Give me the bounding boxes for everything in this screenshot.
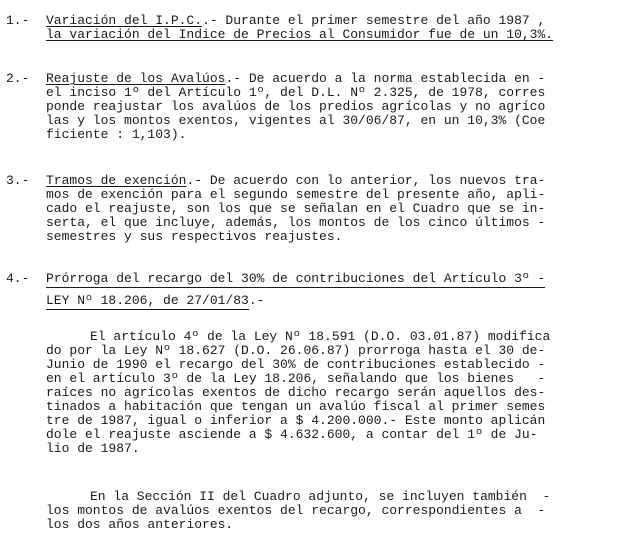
section-4-p1-line-3: Junio de 1990 el recargo del 30% de contribuciones establecido - — [46, 357, 546, 372]
section-3-heading: Tramos de exención — [46, 173, 187, 188]
section-4-p1-line-4: en el artículo 3º de la Ley 18.206, señalando que los bienes - — [46, 371, 546, 386]
section-3-line-2: mos de exención para el segundo semestre del presente año, apli- — [46, 187, 546, 202]
section-4-p1-line-9: lio de 1987. — [46, 441, 140, 456]
section-4-p1-line-5: raíces no agrícolas exentos de dicho recargo serán aquellos des- — [46, 385, 546, 400]
section-1-first-line — [46, 14, 545, 28]
section-4-heading-line-1 — [46, 272, 545, 286]
section-1-heading: Variación del I.P.C. — [46, 13, 203, 28]
section-4-heading-2-suffix: .- — [248, 293, 265, 308]
section-3-line-3: cado el reajuste, son los que se señalan en el Cuadro que se in- — [46, 201, 546, 216]
section-4-p1-line-7: tre de 1987, igual o inferior a $ 4.200.000.- Este monto aplicán — [46, 413, 546, 428]
section-2-line-5: ficiente : 1,103). — [46, 127, 187, 142]
section-3-line-1-rest: .- De acuerdo con lo anterior, los nuevos tra- — [186, 173, 546, 188]
section-2-line-3: ponde reajustar los avalúos de los predios agrícolas y no agríco — [46, 99, 546, 114]
section-4-p1-line-8: dole el reajuste asciende a $ 4.632.600, a contar del 1º de Ju- — [46, 427, 538, 442]
section-4-heading-line-2 — [46, 294, 264, 308]
section-4-p2-line-1: En la Sección II del Cuadro adjunto, se incluyen también - — [90, 489, 551, 504]
section-4-p1-line-2: do por la Ley Nº 18.627 (D.O. 26.06.87) prorroga hasta el 30 de- — [46, 343, 546, 358]
section-2-first-line — [46, 72, 545, 86]
section-1-number: 1.- — [6, 13, 30, 28]
section-2-number: 2.- — [6, 71, 30, 86]
section-1-line-1-rest: .- Durante el primer semestre del año 1987 , — [202, 13, 546, 28]
section-3-first-line — [46, 174, 545, 188]
section-2-line-1-rest: .- De acuerdo a la norma establecida en - — [225, 71, 546, 86]
section-2-line-2: el inciso 1º del Artículo 1º, del D.L. Nº 2.325, de 1978, corres — [46, 85, 546, 100]
section-4-p2-line-2: los montos de avalúos exentos del recargo, correspondientes a - — [46, 503, 546, 518]
section-3-line-4: serta, el que incluye, además, los montos de los cinco últimos - — [46, 215, 546, 230]
section-3-line-5: semestres y sus respectivos reajustes. — [46, 229, 343, 244]
section-3-number: 3.- — [6, 173, 30, 188]
section-4-number: 4.- — [6, 271, 30, 286]
section-4-p1-line-6: tinados a habitación que tengan un avalúo fiscal al primer semes — [46, 399, 546, 414]
section-4-p2-line-3: los dos años anteriores. — [46, 517, 234, 532]
section-4-heading-2-text: LEY Nº 18.206, de 27/01/83 — [46, 293, 249, 308]
section-2-heading: Reajuste de los Avalúos — [46, 71, 226, 86]
section-1-line-2: la variación del Indice de Precios al Consumidor fue de un 10,3%. — [46, 27, 554, 42]
section-2-line-4: las y los montos exentos, vigentes al 30/06/87, en un 10,3% (Coe — [46, 113, 546, 128]
section-4-p1-line-1: El artículo 4º de la Ley Nº 18.591 (D.O. 03.01.87) modifica — [90, 329, 551, 344]
section-4-heading-1-text: Prórroga del recargo del 30% de contribuciones del Artículo 3º - — [46, 271, 546, 286]
